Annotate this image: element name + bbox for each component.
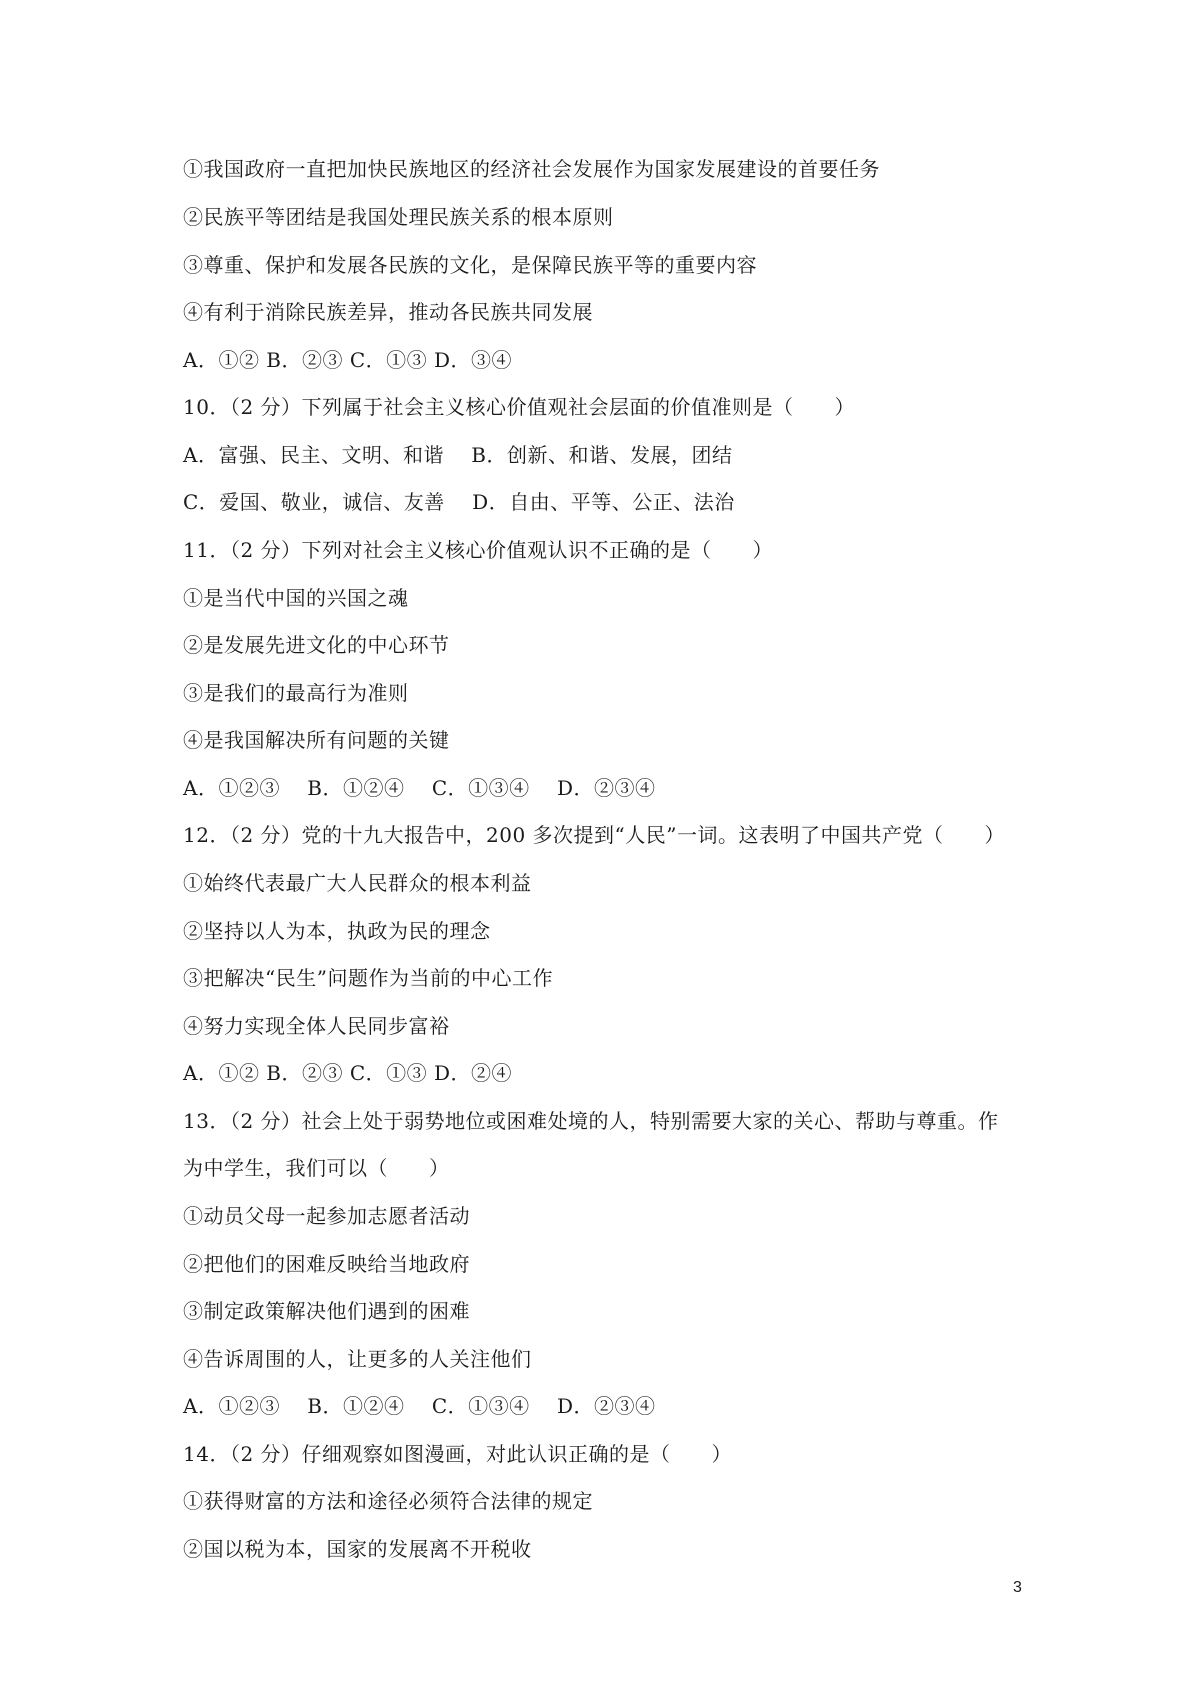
question-11: 11．（2 分）下列对社会主义核心价值观认识不正确的是（ ） <box>183 538 774 562</box>
question-10: 10．（2 分）下列属于社会主义核心价值观社会层面的价值准则是（ ） <box>183 395 856 419</box>
answer-options: A．富强、民主、文明、和谐 B．创新、和谐、发展，团结 <box>183 443 733 467</box>
text-line: ④有利于消除民族差异，推动各民族共同发展 <box>183 300 593 324</box>
text-line: ③制定政策解决他们遇到的困难 <box>183 1299 470 1323</box>
answer-options: A．①②③ B．①②④ C．①③④ D．②③④ <box>183 1394 656 1418</box>
text-line: ④是我国解决所有问题的关键 <box>183 728 450 752</box>
text-line: ②把他们的困难反映给当地政府 <box>183 1252 470 1276</box>
answer-options: A．①②③ B．①②④ C．①③④ D．②③④ <box>183 776 656 800</box>
text-line: ④告诉周围的人，让更多的人关注他们 <box>183 1347 532 1371</box>
question-12: 12．（2 分）党的十九大报告中，200 多次提到“人民”一词。这表明了中国共产党（ ） <box>183 823 1006 847</box>
text-line: ②坚持以人为本，执政为民的理念 <box>183 919 491 943</box>
text-line: ②国以税为本，国家的发展离不开税收 <box>183 1537 532 1561</box>
text-line: ④努力实现全体人民同步富裕 <box>183 1014 450 1038</box>
text-line: ②是发展先进文化的中心环节 <box>183 633 450 657</box>
text-line: ②民族平等团结是我国处理民族关系的根本原则 <box>183 205 614 229</box>
text-line: ①我国政府一直把加快民族地区的经济社会发展作为国家发展建设的首要任务 <box>183 157 880 181</box>
page-number: 3 <box>1013 1579 1022 1596</box>
question-14: 14．（2 分）仔细观察如图漫画，对此认识正确的是（ ） <box>183 1442 733 1466</box>
answer-options: A．①② B．②③ C．①③ D．③④ <box>183 348 513 372</box>
text-line: ①动员父母一起参加志愿者活动 <box>183 1204 470 1228</box>
text-line: ③是我们的最高行为准则 <box>183 681 409 705</box>
text-line: ③把解决“民生”问题作为当前的中心工作 <box>183 966 553 990</box>
question-13: 13．（2 分）社会上处于弱势地位或困难处境的人，特别需要大家的关心、帮助与尊重。作 <box>183 1109 999 1133</box>
answer-options: C．爱国、敬业，诚信、友善 D．自由、平等、公正、法治 <box>183 490 735 514</box>
text-line: ①获得财富的方法和途径必须符合法律的规定 <box>183 1489 593 1513</box>
answer-options: A．①② B．②③ C．①③ D．②④ <box>183 1061 513 1085</box>
text-line: ③尊重、保护和发展各民族的文化，是保障民族平等的重要内容 <box>183 253 757 277</box>
text-line: ①始终代表最广大人民群众的根本利益 <box>183 871 532 895</box>
text-line: 为中学生，我们可以（ ） <box>183 1156 450 1180</box>
text-line: ①是当代中国的兴国之魂 <box>183 586 409 610</box>
